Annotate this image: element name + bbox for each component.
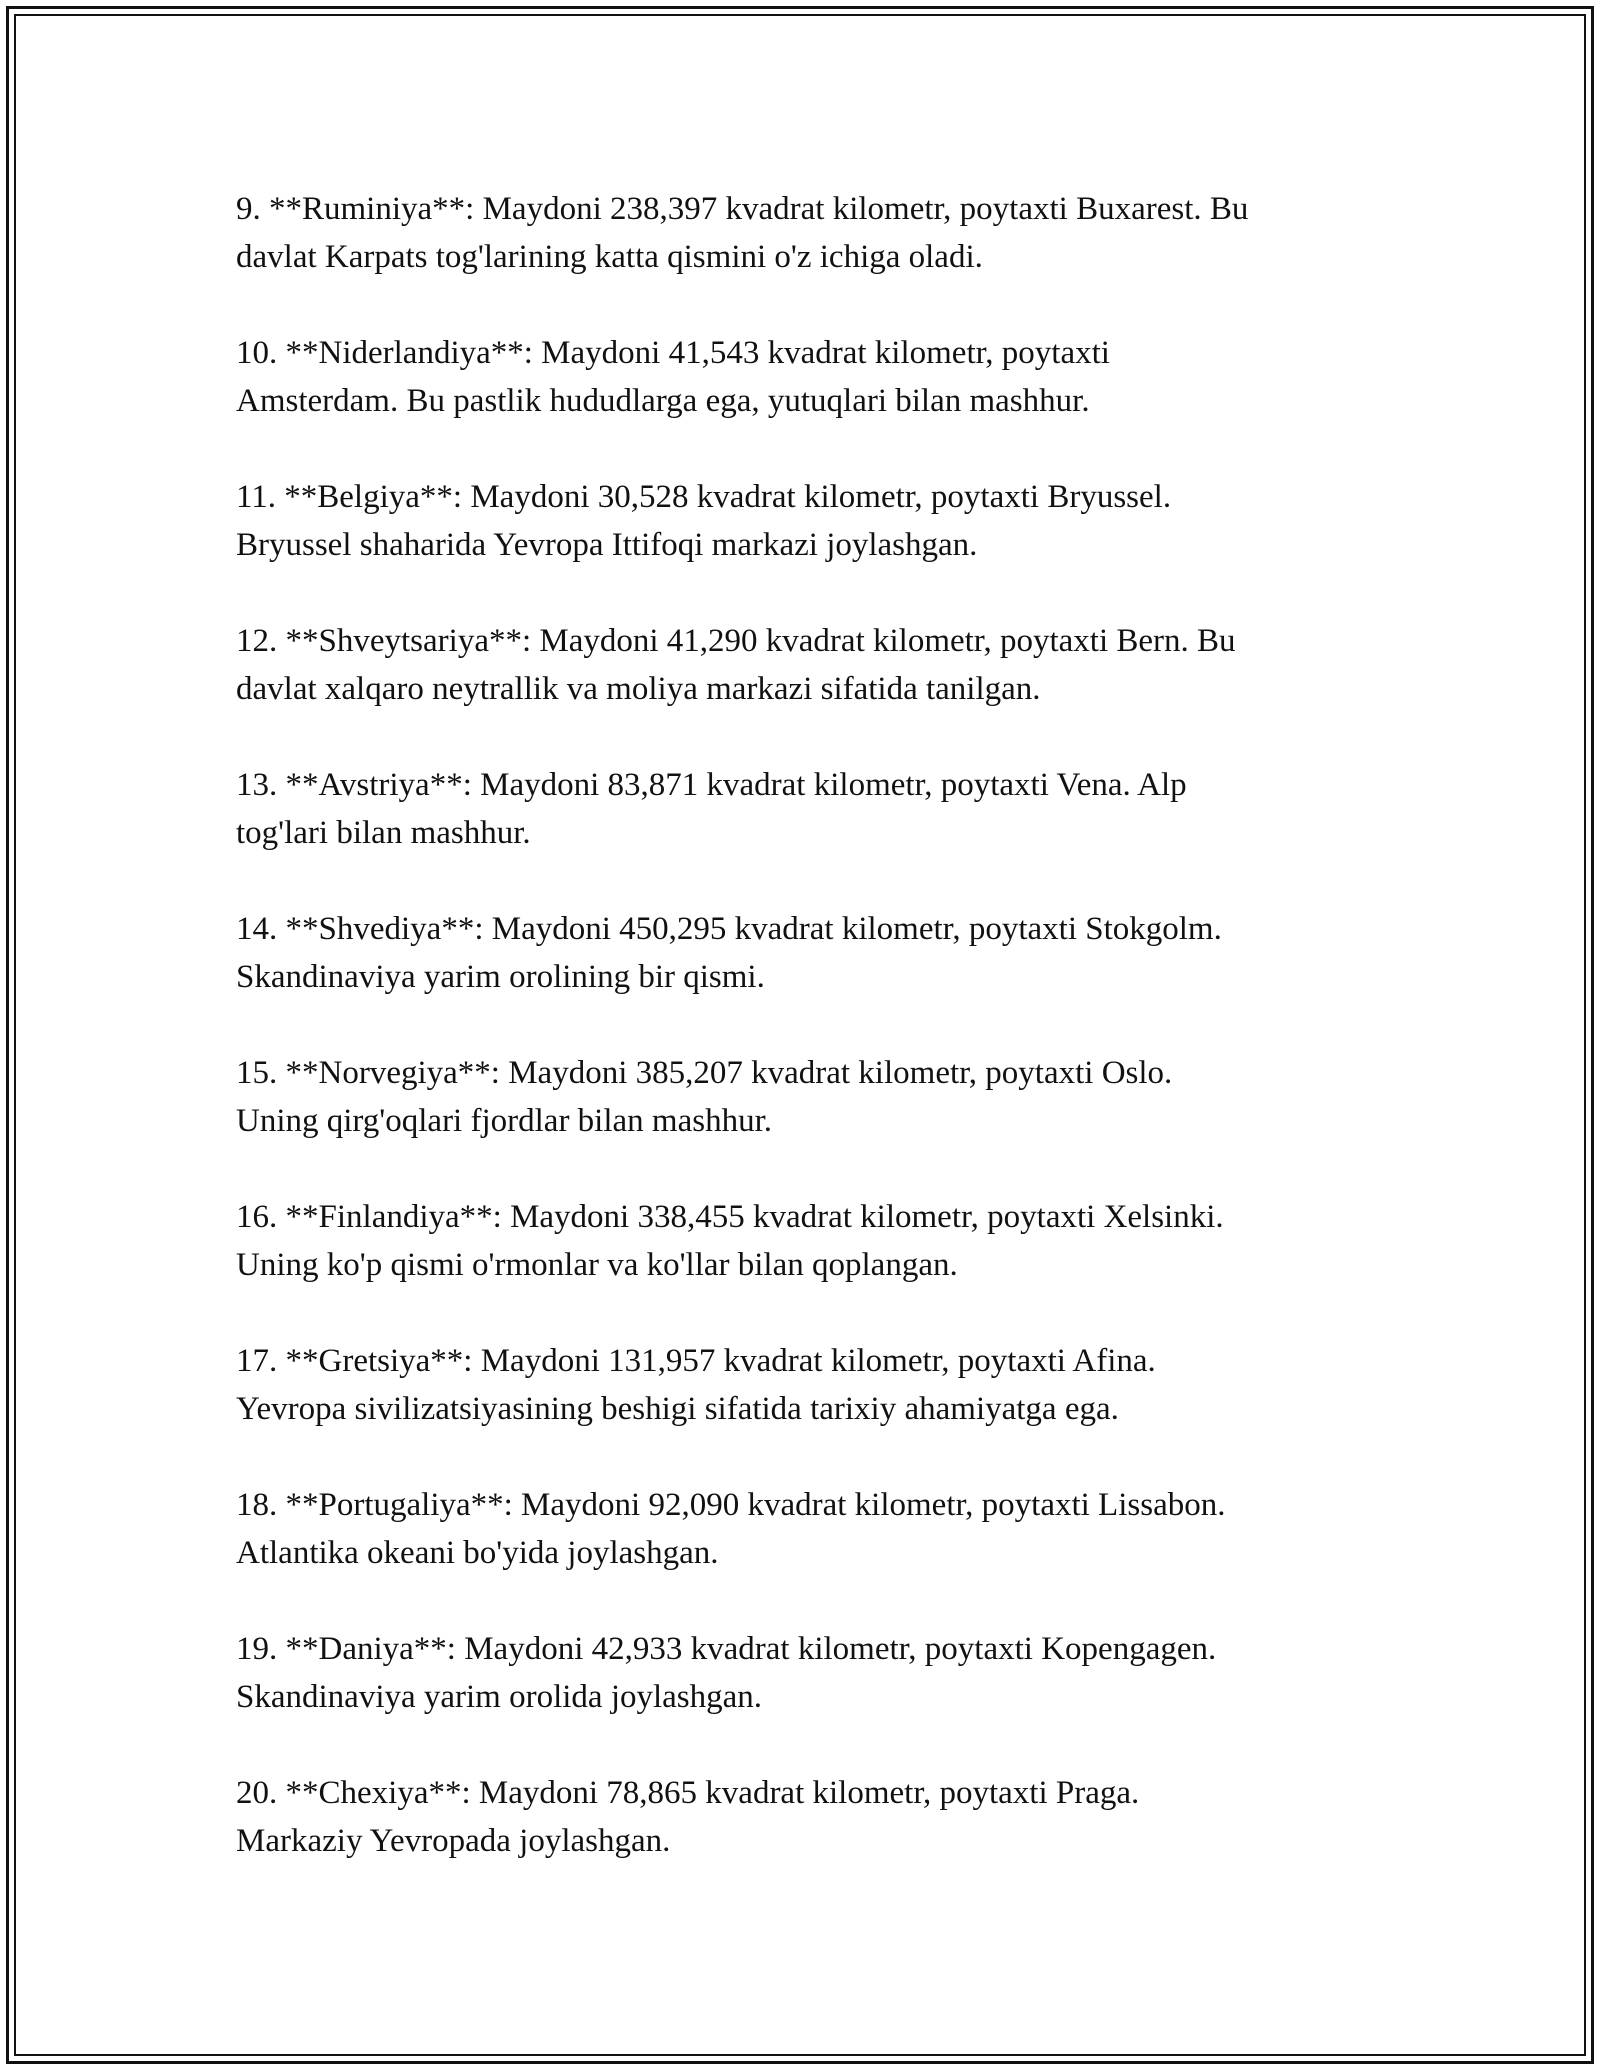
list-item-line: 18. **Portugaliya**: Maydoni 92,090 kvadrat kilometr, poytaxti Lissabon. <box>236 1487 1226 1523</box>
list-item-line: 14. **Shvediya**: Maydoni 450,295 kvadrat kilometr, poytaxti Stokgolm. <box>236 911 1222 947</box>
list-item-line: davlat xalqaro neytrallik va moliya markazi sifatida tanilgan. <box>236 671 1041 707</box>
list-item-line: davlat Karpats tog'larining katta qismini o'z ichiga oladi. <box>236 239 983 275</box>
list-item-line: Atlantika okeani bo'yida joylashgan. <box>236 1535 719 1571</box>
list-item-line: 10. **Niderlandiya**: Maydoni 41,543 kvadrat kilometr, poytaxti <box>236 335 1110 371</box>
list-item <box>236 329 1386 425</box>
list-item-line: Uning ko'p qismi o'rmonlar va ko'llar bilan qoplangan. <box>236 1247 958 1283</box>
document-body <box>236 185 1386 1865</box>
list-item-line: Yevropa sivilizatsiyasining beshigi sifatida tarixiy ahamiyatga ega. <box>236 1391 1119 1427</box>
list-item-line: tog'lari bilan mashhur. <box>236 815 531 851</box>
list-item <box>236 761 1386 857</box>
list-item <box>236 473 1386 569</box>
list-item-line: Skandinaviya yarim orolida joylashgan. <box>236 1679 763 1715</box>
list-item <box>236 1625 1386 1721</box>
list-item <box>236 905 1386 1001</box>
list-item <box>236 1769 1386 1865</box>
list-item-line: Bryussel shaharida Yevropa Ittifoqi markazi joylashgan. <box>236 527 978 563</box>
list-item-line: 9. **Ruminiya**: Maydoni 238,397 kvadrat kilometr, poytaxti Buxarest. Bu <box>236 191 1249 227</box>
list-item-line: Amsterdam. Bu pastlik hududlarga ega, yutuqlari bilan mashhur. <box>236 383 1090 419</box>
list-item-line: 20. **Chexiya**: Maydoni 78,865 kvadrat kilometr, poytaxti Praga. <box>236 1775 1140 1811</box>
list-item-line: 11. **Belgiya**: Maydoni 30,528 kvadrat kilometr, poytaxti Bryussel. <box>236 479 1172 515</box>
list-item <box>236 617 1386 713</box>
list-item-line: Markaziy Yevropada joylashgan. <box>236 1823 671 1859</box>
list-item-line: Skandinaviya yarim orolining bir qismi. <box>236 959 765 995</box>
list-item <box>236 1337 1386 1433</box>
list-item <box>236 1481 1386 1577</box>
list-item <box>236 1049 1386 1145</box>
list-item-line: 16. **Finlandiya**: Maydoni 338,455 kvadrat kilometr, poytaxti Xelsinki. <box>236 1199 1224 1235</box>
list-item <box>236 185 1386 281</box>
list-item-line: 13. **Avstriya**: Maydoni 83,871 kvadrat kilometr, poytaxti Vena. Alp <box>236 767 1187 803</box>
list-item-line: 17. **Gretsiya**: Maydoni 131,957 kvadrat kilometr, poytaxti Afina. <box>236 1343 1156 1379</box>
list-item <box>236 1193 1386 1289</box>
list-item-line: 15. **Norvegiya**: Maydoni 385,207 kvadrat kilometr, poytaxti Oslo. <box>236 1055 1173 1091</box>
list-item-line: 19. **Daniya**: Maydoni 42,933 kvadrat kilometr, poytaxti Kopengagen. <box>236 1631 1217 1667</box>
list-item-line: 12. **Shveytsariya**: Maydoni 41,290 kvadrat kilometr, poytaxti Bern. Bu <box>236 623 1236 659</box>
list-item-line: Uning qirg'oqlari fjordlar bilan mashhur. <box>236 1103 772 1139</box>
